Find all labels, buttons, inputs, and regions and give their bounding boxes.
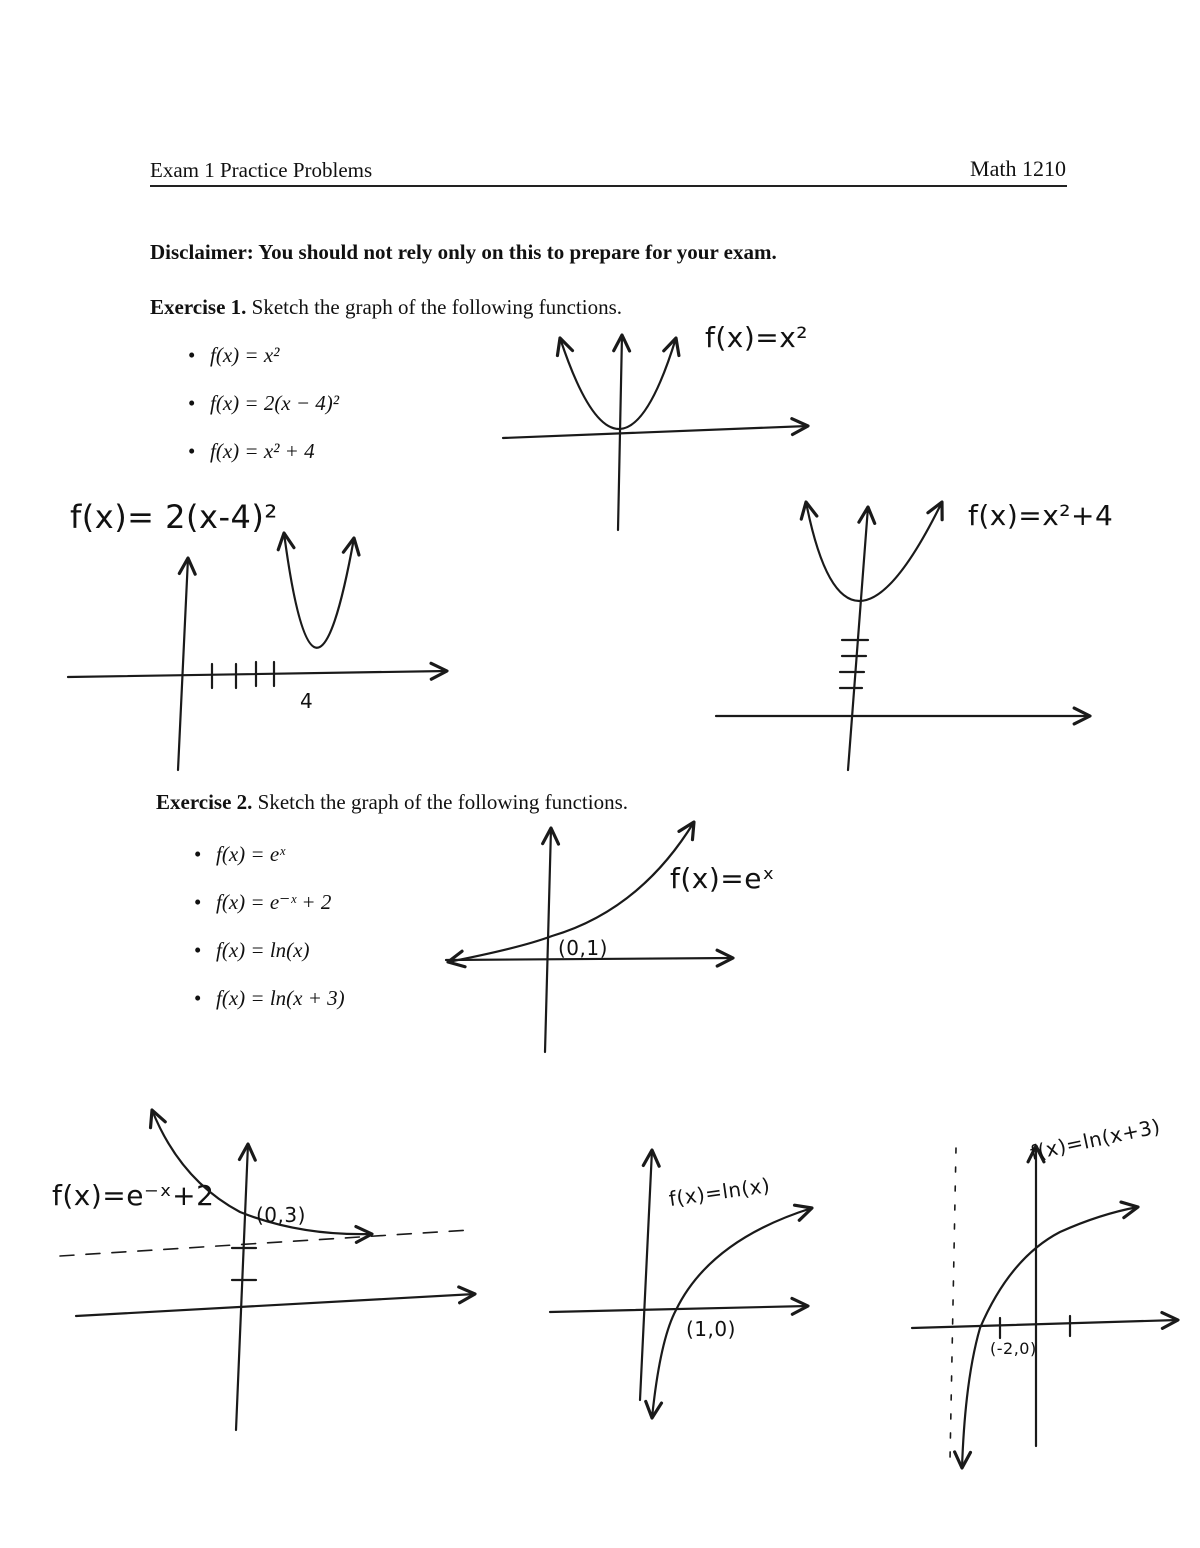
log-curve (962, 1207, 1138, 1468)
y-axis (178, 558, 188, 770)
x-axis (76, 1294, 475, 1316)
exercise-1-prompt: Sketch the graph of the following functions. (251, 295, 623, 319)
y-axis (640, 1150, 652, 1400)
graph-1-label: f(x)=x² (705, 321, 809, 354)
list-item: • f(x) = ln(x) (194, 936, 345, 984)
graph-2-label: f(x)= 2(x-4)² (70, 498, 278, 536)
exercise-2-prompt: Sketch the graph of the following functions. (257, 790, 629, 814)
graph-7-label: f(x)=ln(x+3) (1028, 1113, 1163, 1165)
list-item: • f(x) = 2(x − 4)² (188, 389, 339, 437)
list-item: • f(x) = e⁻ˣ + 2 (194, 888, 345, 936)
y-axis (848, 507, 868, 770)
list-item: • f(x) = x² (188, 341, 339, 389)
graph-shifted-parabola (68, 498, 447, 770)
graph-6-label: f(x)=ln(x) (667, 1173, 772, 1211)
graph-2-tick-label: 4 (300, 689, 314, 713)
x-axis (550, 1306, 808, 1312)
list-item: • f(x) = ln(x + 3) (194, 984, 345, 1032)
x-axis (503, 426, 808, 438)
page-header-course: Math 1210 (970, 156, 1066, 181)
list-item: • f(x) = x² + 4 (188, 437, 339, 485)
graph-5-label: f(x)=e⁻ˣ+2 (52, 1179, 215, 1212)
exercise-1-label: Exercise 1. (150, 295, 247, 319)
graph-decay (52, 1110, 475, 1430)
graph-7-point: (-2,0) (990, 1339, 1037, 1358)
asymptote-line (950, 1148, 956, 1460)
graph-4-point: (0,1) (558, 936, 608, 960)
y-axis (545, 828, 551, 1052)
parabola-curve (560, 338, 676, 429)
graph-4-label: f(x)=eˣ (670, 862, 775, 895)
graph-3-label: f(x)=x²+4 (968, 499, 1114, 532)
y-axis (236, 1144, 248, 1430)
log-curve (652, 1208, 812, 1418)
graph-x-squared (503, 321, 808, 530)
disclaimer: Disclaimer: You should not rely only on this to prepare for your exam. (150, 240, 777, 264)
graph-6-point: (1,0) (686, 1317, 736, 1341)
graph-exp (446, 822, 775, 1052)
x-axis (68, 671, 447, 677)
graph-5-point: (0,3) (256, 1203, 306, 1227)
asymptote-line (60, 1230, 470, 1256)
parabola-curve (806, 502, 942, 601)
graph-raised-parabola (716, 499, 1113, 770)
graph-shifted-ln (912, 1114, 1178, 1468)
exercise-2-label: Exercise 2. (156, 790, 253, 814)
parabola-curve (284, 533, 354, 648)
graph-ln (550, 1150, 812, 1418)
page-header-title: Exam 1 Practice Problems (150, 158, 373, 182)
list-item: • f(x) = eˣ (194, 840, 345, 888)
